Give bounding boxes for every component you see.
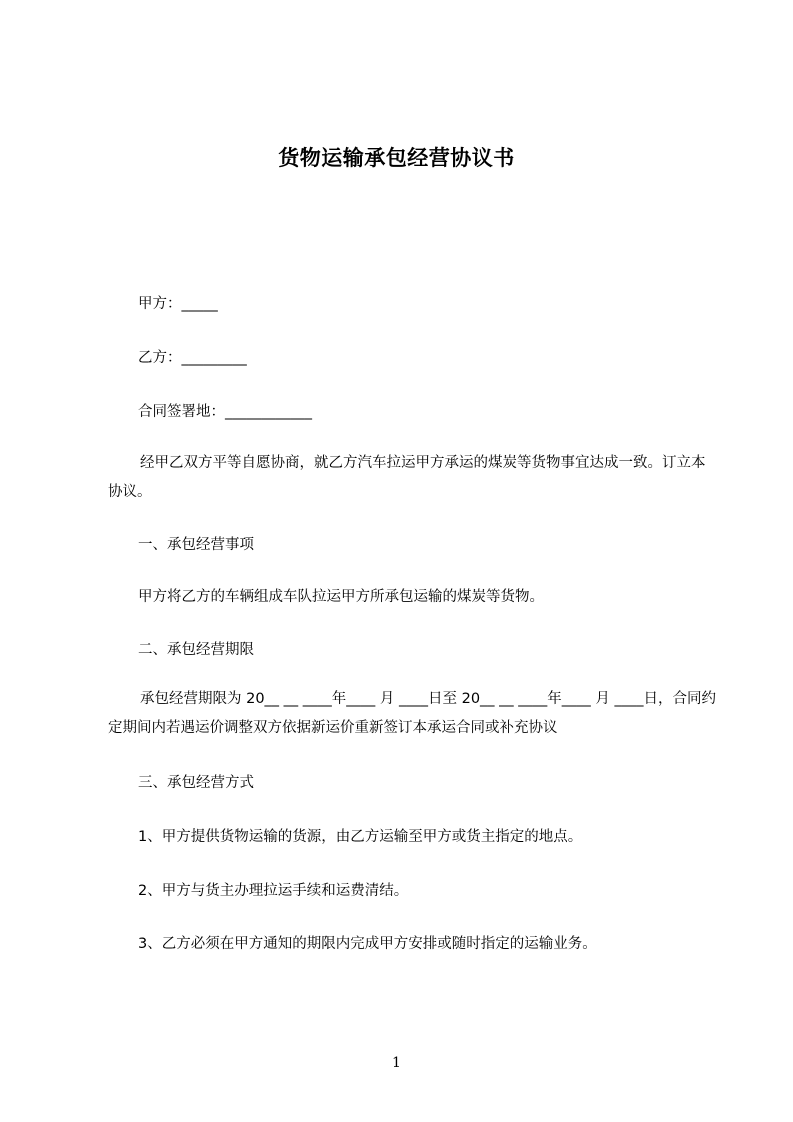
sign-place-line: 合同签署地：____________ (138, 404, 312, 420)
section3-item-2: 2、甲方与货主办理拉运手续和运费清结。 (138, 883, 409, 899)
document-title: 货物运输承包经营协议书 (278, 146, 515, 170)
party-b-line: 乙方：_________ (138, 350, 247, 366)
party-a-line: 甲方：_____ (138, 296, 218, 312)
section3-item-3: 3、乙方必须在甲方通知的期限内完成甲方安排或随时指定的运输业务。 (138, 936, 597, 952)
section1-heading: 一、承包经营事项 (138, 537, 254, 553)
intro-paragraph: 经甲乙双方平等自愿协商，就乙方汽车拉运甲方承运的煤炭等货物事宜达成一致。订立本协议。 (108, 455, 706, 500)
section3-heading: 三、承包经营方式 (138, 775, 254, 791)
section2-heading: 二、承包经营期限 (138, 642, 254, 658)
section1-text: 甲方将乙方的车辆组成车队拉运甲方所承包运输的煤炭等货物。 (138, 589, 544, 605)
section2-text: 承包经营期限为 20__ __ ____年____ 月 ____日至 20__ __ ____年____ 月 ____日，合同约定期间内若遇运价调整双方依据新运价重新签订本承运合同或补充协议 (108, 691, 716, 736)
section3-item-1: 1、甲方提供货物运输的货源，由乙方运输至甲方或货主指定的地点。 (138, 829, 583, 845)
page-number: 1 (392, 1055, 401, 1071)
